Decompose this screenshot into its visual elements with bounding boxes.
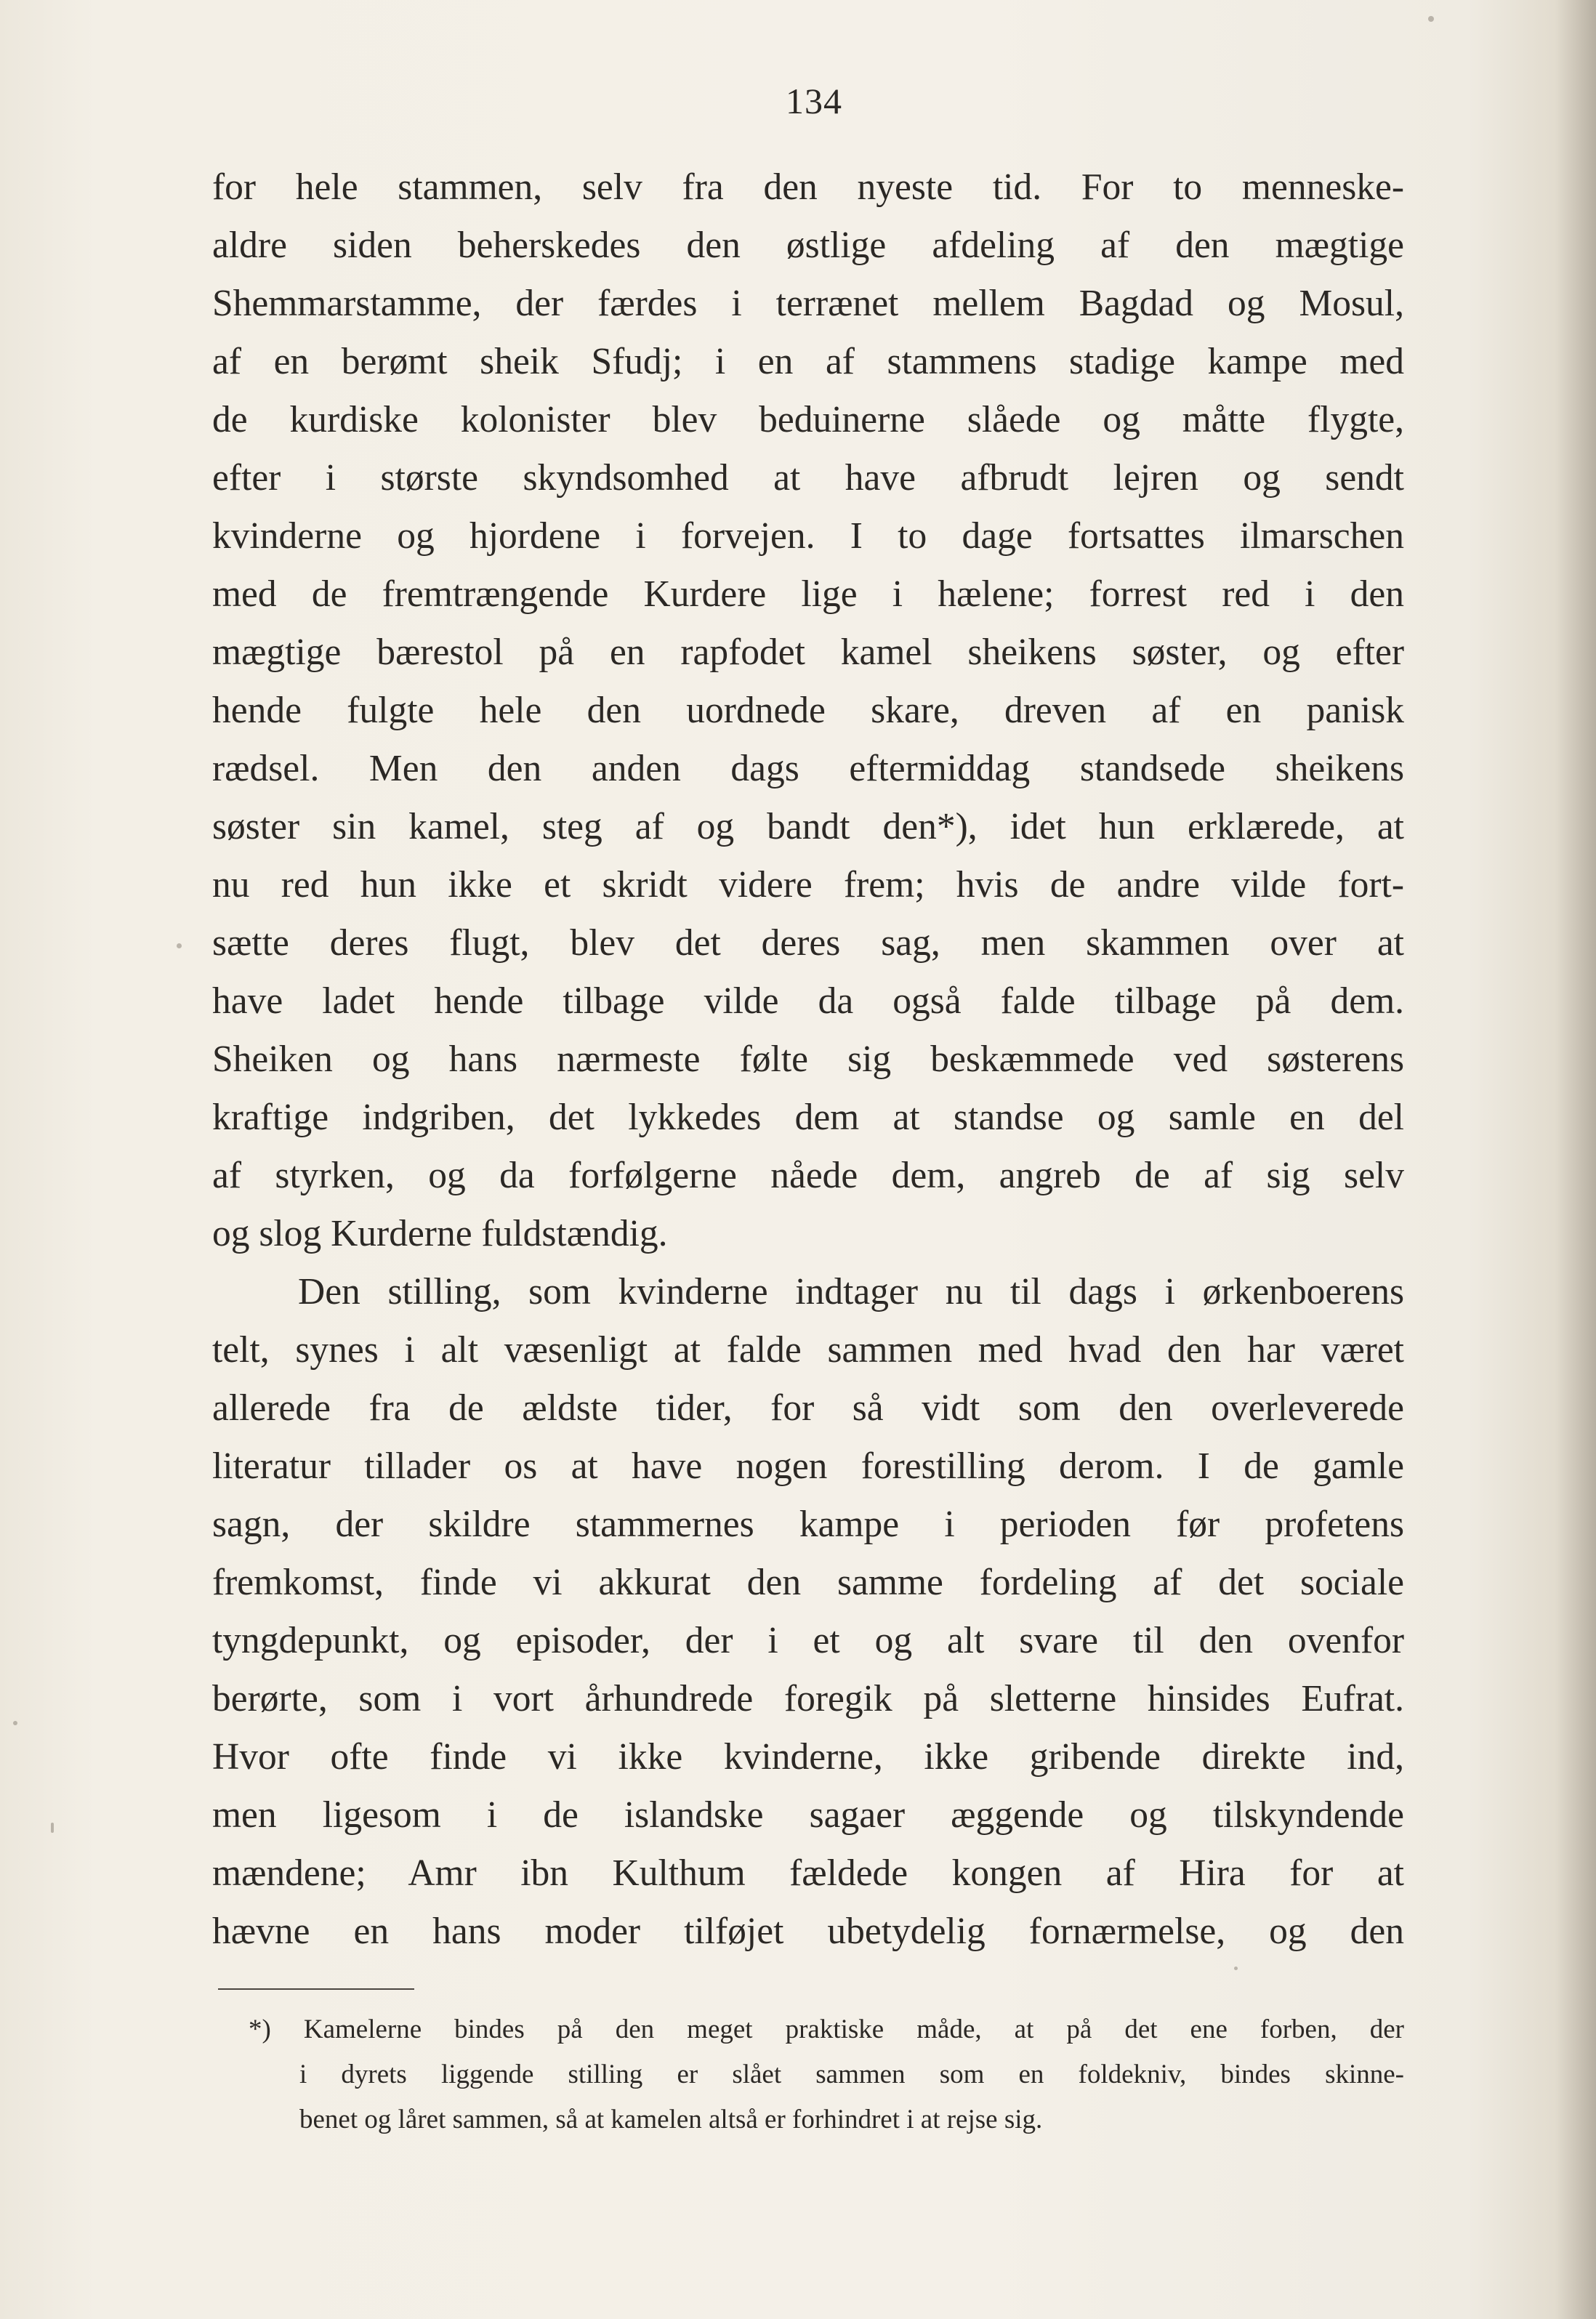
text-line: sætte deres flugt, blev det deres sag, men skammen over at [212, 922, 1404, 964]
text-line: literatur tillader os at have nogen forestilling derom. I de gamle [212, 1445, 1404, 1487]
text-line: kraftige indgriben, det lykkedes dem at standse og samle en del [212, 1097, 1404, 1138]
paper-speck [1234, 1967, 1238, 1970]
footnote-line: i dyrets liggende stilling er slået sammen som en foldekniv, bindes skinne- [299, 2060, 1404, 2089]
page-number: 134 [786, 81, 842, 121]
text-line: nu red hun ikke et skridt videre frem; hvis de andre vilde fort- [212, 864, 1404, 906]
text-line: af en berømt sheik Sfudj; i en af stammens stadige kampe med [212, 341, 1404, 382]
text-line: de kurdiske kolonister blev beduinerne slåede og måtte flygte, [212, 399, 1404, 440]
text-line: med de fremtrængende Kurdere lige i hælene; forrest red i den [212, 573, 1404, 615]
main-text [212, 158, 1404, 1961]
footnote-divider [218, 1988, 414, 1990]
text-line: aldre siden beherskedes den østlige afdeling af den mægtige [212, 225, 1404, 266]
paper-speck [1428, 16, 1434, 22]
footnote-line: *) Kamelerne bindes på den meget praktiske måde, at på det ene forben, der [249, 2014, 1404, 2044]
footnote-line: benet og låret sammen, så at kamelen altså er forhindret i at rejse sig. [299, 2105, 1043, 2134]
text-line: rædsel. Men den anden dags eftermiddag standsede sheikens [212, 748, 1404, 789]
text-line: Shemmarstamme, der færdes i terrænet mellem Bagdad og Mosul, [212, 283, 1404, 324]
paragraph-end-line: og slog Kurderne fuldstændig. [212, 1213, 668, 1254]
paper-speck [177, 943, 182, 948]
text-line: berørte, som i vort århundrede foregik på sletterne hinsides Eufrat. [212, 1678, 1404, 1719]
text-line: for hele stammen, selv fra den nyeste tid. For to menneske- [212, 166, 1404, 208]
text-line: søster sin kamel, steg af og bandt den*), idet hun erklærede, at [212, 806, 1404, 847]
text-line: tyngdepunkt, og episoder, der i et og alt svare til den ovenfor [212, 1620, 1404, 1661]
text-line: hævne en hans moder tilføjet ubetydelig fornærmelse, og den [212, 1911, 1404, 1952]
text-line: Sheiken og hans nærmeste følte sig beskæmmede ved søsterens [212, 1038, 1404, 1080]
text-line: kvinderne og hjordene i forvejen. I to dage fortsattes ilmarschen [212, 515, 1404, 557]
text-line: mændene; Amr ibn Kulthum fældede kongen af Hira for at [212, 1852, 1404, 1894]
text-line: men ligesom i de islandske sagaer æggende og tilskyndende [212, 1794, 1404, 1836]
paper-speck [13, 1721, 17, 1725]
text-line: efter i største skyndsomhed at have afbrudt lejren og sendt [212, 457, 1404, 499]
text-line: telt, synes i alt væsenligt at falde sammen med hvad den har været [212, 1329, 1404, 1371]
page-edge-shadow [1555, 0, 1596, 2319]
text-line: allerede fra de ældste tider, for så vidt som den overleverede [212, 1387, 1404, 1429]
paragraph-start-line: Den stilling, som kvinderne indtager nu til dags i ørkenboerens [298, 1271, 1404, 1312]
text-line: hende fulgte hele den uordnede skare, dreven af en panisk [212, 690, 1404, 731]
text-line: af styrken, og da forfølgerne nåede dem, angreb de af sig selv [212, 1155, 1404, 1196]
text-line: fremkomst, finde vi akkurat den samme fordeling af det sociale [212, 1562, 1404, 1603]
text-line: Hvor ofte finde vi ikke kvinderne, ikke gribende direkte ind, [212, 1736, 1404, 1778]
footnote [249, 2007, 1404, 2142]
text-line: have ladet hende tilbage vilde da også falde tilbage på dem. [212, 980, 1404, 1022]
text-line: sagn, der skildre stammernes kampe i perioden før profetens [212, 1504, 1404, 1545]
paper-speck [51, 1823, 54, 1833]
text-line: mægtige bærestol på en rapfodet kamel sheikens søster, og efter [212, 632, 1404, 673]
